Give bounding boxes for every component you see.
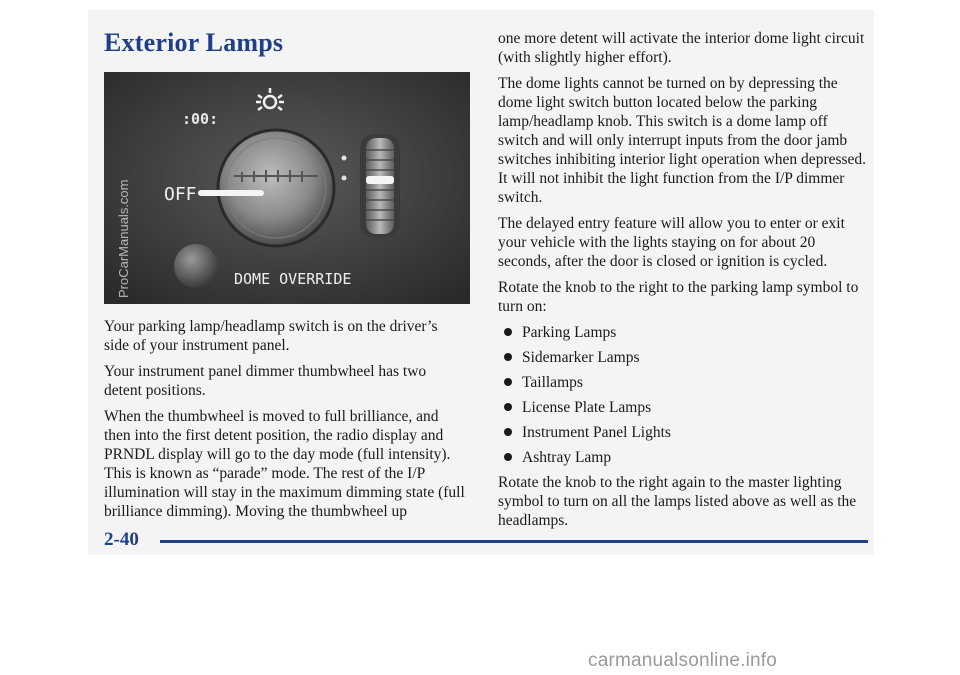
list-item: Taillamps [498,373,868,392]
dome-circuit-paragraph: one more detent will activate the interior dome light circuit (with slightly higher effort). [498,30,865,66]
delayed-entry-paragraph: The delayed entry feature will allow you to enter or exit your vehicle with the lights staying on for about 20 seconds, after the door is closed or ignition is cycled. [498,215,845,270]
lamp-list [498,323,868,467]
off-label: OFF [164,184,197,205]
switch-location-paragraph: Your parking lamp/headlamp switch is on the driver’s side of your instrument panel. [104,318,438,354]
parking-lamp-instruction: Rotate the knob to the right to the parking lamp symbol to turn on: [498,279,859,315]
parking-lamp-icon: :00: [182,110,219,128]
bullet-icon [504,403,512,411]
bullet-icon [504,378,512,386]
position-dot-icon [342,156,347,161]
footer-rule [160,540,868,543]
dome-switch-paragraph: The dome lights cannot be turned on by depressing the dome light switch button located below the parking lamp/headlamp knob. This switch is a dome lamp off switch and will only interrupt inputs from the door jamb switches inhibiting interior light operation when depressed. It will not inhibit the light function from the I/P dimmer switch. [498,75,867,206]
side-watermark: ProCarManuals.com [116,179,131,298]
headlamp-switch-photo [104,72,470,304]
bullet-icon [504,453,512,461]
bullet-icon [504,353,512,361]
dome-override-button[interactable] [174,244,218,288]
list-item: License Plate Lamps [498,398,868,417]
bullet-icon [504,328,512,336]
position-dot-icon [342,176,347,181]
list-item: Sidemarker Lamps [498,348,868,367]
dimmer-thumbwheel[interactable] [360,134,400,238]
headlamp-switch-illustration [104,72,470,304]
thumbwheel-paragraph: Your instrument panel dimmer thumbwheel has two detent positions. [104,363,427,399]
parade-mode-paragraph: When the thumbwheel is moved to full brilliance, and then into the first detent position, the radio display and PRNDL display will go to the day mode (full intensity). This is known as “parade” mode. The rest of the I/P illumination will stay in the maximum dimming state (full brilliance dimming). Moving the thumbwheel up [104,408,465,520]
list-item: Parking Lamps [498,323,868,342]
page-title: Exterior Lamps [104,28,284,57]
list-item: Ashtray Lamp [498,448,868,467]
bullet-icon [504,428,512,436]
footer-watermark: carmanualsonline.info [588,650,778,671]
dome-override-label: DOME OVERRIDE [234,270,352,288]
right-column [498,29,868,537]
list-item: Instrument Panel Lights [498,423,868,442]
left-column [104,317,466,528]
page-number: 2-40 [104,529,139,550]
master-lighting-paragraph: Rotate the knob to the right again to the master lighting symbol to turn on all the lamps listed above as well as the headlamps. [498,474,857,529]
